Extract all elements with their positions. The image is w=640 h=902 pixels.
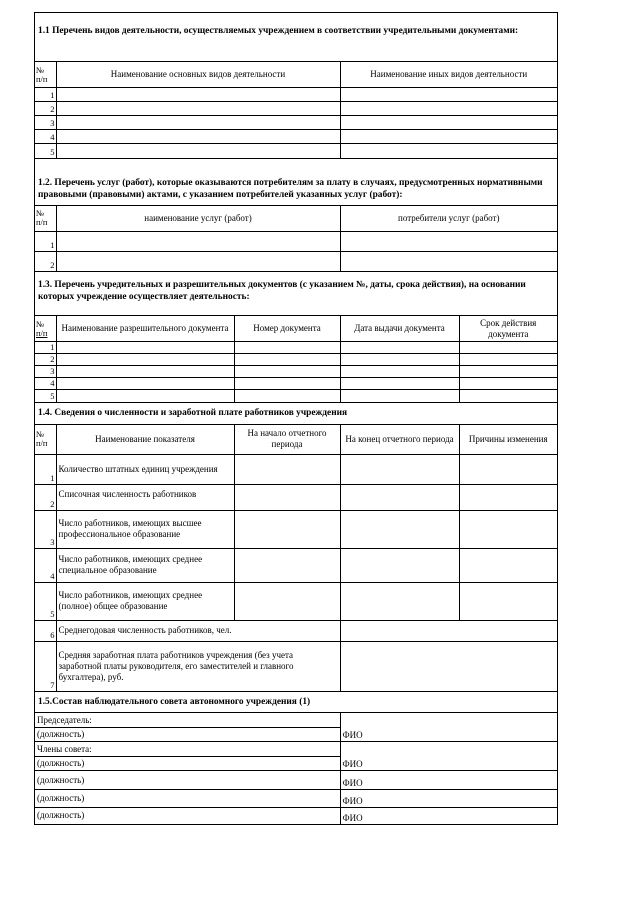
other-activity-cell[interactable] [340,130,557,144]
col-num-sub-label: п/п [36,438,48,448]
col-num-header [35,424,56,454]
section-staff-title: 1.4. Сведения о численности и заработной плате работников учреждения [38,407,348,418]
table-row [35,582,557,620]
col-issue-date: Дата выдачи документа [340,316,459,342]
row-number: 4 [35,378,56,390]
col-document-number: Номер документа [234,316,340,342]
section-supervisory-board-title: 1.5.Состав наблюдательного совета автономного учреждения (1) [38,697,311,707]
period-start-cell[interactable] [234,548,340,582]
document-number-cell[interactable] [234,354,340,366]
member-position[interactable]: (должность) [35,771,340,790]
col-period-end: На конец отчетного периода [340,424,459,454]
col-other-activities: Наименование иных видов деятельности [340,62,557,88]
other-activity-cell[interactable] [340,144,557,158]
section-paid-services-title: 1.2. Перечень услуг (работ), которые оказываются потребителям за плату в случаях, предусмотренных нормативными правовыми (правовыми) актами, с указанием потребителей указанных услуг (работ): [38,177,543,200]
table-row [35,251,557,271]
row-number: 1 [35,231,56,251]
section-documents [34,271,558,402]
table-row [35,620,557,641]
col-main-activities: Наименование основных видов деятельности [56,62,340,88]
table-row [35,130,557,144]
row-number: 5 [35,144,56,158]
section-supervisory-board [34,691,558,825]
document-number-cell[interactable] [234,342,340,354]
main-activity-cell[interactable] [56,130,340,144]
row-number: 4 [35,548,56,582]
other-activity-cell[interactable] [340,102,557,116]
col-num-label: № [36,208,45,218]
value-cell[interactable] [340,620,557,641]
table-row [35,88,557,102]
table-row [35,641,557,691]
service-consumers-cell[interactable] [340,231,557,251]
change-reasons-cell[interactable] [459,582,557,620]
main-activity-cell[interactable] [56,144,340,158]
table-row [35,484,557,510]
indicator-label: Среднегодовая численность работников, чел. [56,620,340,641]
period-end-cell[interactable] [340,484,459,510]
main-activity-cell[interactable] [56,88,340,102]
document-name-cell[interactable] [56,342,234,354]
col-validity-term: Срок действия документа [459,316,557,342]
change-reasons-cell[interactable] [459,484,557,510]
table-row [35,144,557,158]
document-name-cell[interactable] [56,378,234,390]
row-number: 5 [35,390,56,402]
col-period-start: На начало отчетного периода [234,424,340,454]
period-start-cell[interactable] [234,454,340,484]
row-number: 2 [35,251,56,271]
indicator-label: Списочная численность работников [56,484,234,510]
document-number-cell[interactable] [234,378,340,390]
members-label: Члены совета: [35,742,340,757]
row-number: 3 [35,510,56,548]
validity-term-cell[interactable] [459,342,557,354]
document-name-cell[interactable] [56,354,234,366]
period-end-cell[interactable] [340,548,459,582]
row-number: 5 [35,582,56,620]
table-row [35,454,557,484]
col-document-name: Наименование разрешительного документа [56,316,234,342]
col-indicator-name: Наименование показателя [56,424,234,454]
section-activities-title: 1.1 Перечень видов деятельности, осуществляемых учреждением в соответствии учредительными документами: [38,26,519,36]
main-activity-cell[interactable] [56,102,340,116]
table-row [35,116,557,130]
service-name-cell[interactable] [56,231,340,251]
indicator-label: Число работников, имеющих среднее специальное образование [56,548,234,582]
col-num-sub-label: п/п [36,73,48,84]
period-end-cell[interactable] [340,454,459,484]
table-row [35,378,557,390]
issue-date-cell[interactable] [340,342,459,354]
table-row [35,390,557,402]
section-documents-title: 1.3. Перечень учредительных и разрешительных документов (с указанием №, даты, срока действия), на основании которых учреждение осуществляет деятельность: [38,280,526,302]
main-activity-cell[interactable] [56,116,340,130]
validity-term-cell[interactable] [459,378,557,390]
member-fio[interactable]: ФИО [340,790,557,808]
change-reasons-cell[interactable] [459,548,557,582]
period-start-cell[interactable] [234,582,340,620]
col-num-label: № [36,64,45,75]
period-start-cell[interactable] [234,510,340,548]
document-name-cell[interactable] [56,390,234,402]
service-consumers-cell[interactable] [340,251,557,271]
indicator-label: Средняя заработная плата работников учреждения (без учета заработной платы руководителя, его заместителей и главного бухгалтера), руб. [56,641,340,691]
col-num-header [35,205,56,231]
col-num-label: № [36,318,45,329]
col-num-sub-label: п/п [36,217,48,227]
other-activity-cell[interactable] [340,88,557,102]
row-number: 1 [35,88,56,102]
indicator-label: Число работников, имеющих высшее профессиональное образование [56,510,234,548]
col-num-header [35,62,56,88]
row-number: 1 [35,342,56,354]
document-name-cell[interactable] [56,366,234,378]
row-number: 1 [35,454,56,484]
period-start-cell[interactable] [234,484,340,510]
row-number: 4 [35,130,56,144]
service-name-cell[interactable] [56,251,340,271]
member-position[interactable]: (должность) [35,808,340,824]
chair-position[interactable]: (должность) [35,728,340,742]
issue-date-cell[interactable] [340,378,459,390]
report-form [34,12,558,825]
member-fio[interactable]: ФИО [340,771,557,790]
table-row [35,354,557,366]
indicator-label: Количество штатных единиц учреждения [56,454,234,484]
section-activities [34,12,558,158]
col-service-consumers: потребители услуг (работ) [340,205,557,231]
section-staff [34,402,558,692]
value-cell[interactable] [340,641,557,691]
col-num-header [35,316,56,342]
document-number-cell[interactable] [234,366,340,378]
staff-table [35,424,557,692]
col-service-name: наименование услуг (работ) [56,205,340,231]
validity-term-cell[interactable] [459,354,557,366]
member-position[interactable]: (должность) [35,757,340,771]
table-row [35,231,557,251]
table-row [35,548,557,582]
issue-date-cell[interactable] [340,354,459,366]
col-change-reasons: Причины изменения [459,424,557,454]
board-table [35,712,557,824]
change-reasons-cell[interactable] [459,454,557,484]
table-row [35,366,557,378]
table-row [35,510,557,548]
documents-table [35,315,557,402]
issue-date-cell[interactable] [340,366,459,378]
row-number: 2 [35,354,56,366]
period-end-cell[interactable] [340,582,459,620]
document-number-cell[interactable] [234,390,340,402]
row-number: 7 [35,641,56,691]
member-position[interactable]: (должность) [35,790,340,808]
col-num-sub-label: п/п [36,327,48,338]
row-number: 3 [35,116,56,130]
validity-term-cell[interactable] [459,390,557,402]
row-number: 3 [35,366,56,378]
member-fio[interactable]: ФИО [340,808,557,824]
other-activity-cell[interactable] [340,116,557,130]
change-reasons-cell[interactable] [459,510,557,548]
paid-services-table [35,205,557,272]
section-paid-services [34,158,558,272]
col-num-label: № [36,429,45,439]
issue-date-cell[interactable] [340,390,459,402]
activities-table [35,61,557,158]
indicator-label: Число работников, имеющих среднее (полное) общее образование [56,582,234,620]
row-number: 2 [35,102,56,116]
row-number: 2 [35,484,56,510]
member-fio[interactable]: ФИО [340,742,557,771]
chair-label: Председатель: [35,713,340,728]
table-row [35,102,557,116]
row-number: 6 [35,620,56,641]
table-row [35,342,557,354]
validity-term-cell[interactable] [459,366,557,378]
period-end-cell[interactable] [340,510,459,548]
chair-fio[interactable]: ФИО [340,713,557,742]
